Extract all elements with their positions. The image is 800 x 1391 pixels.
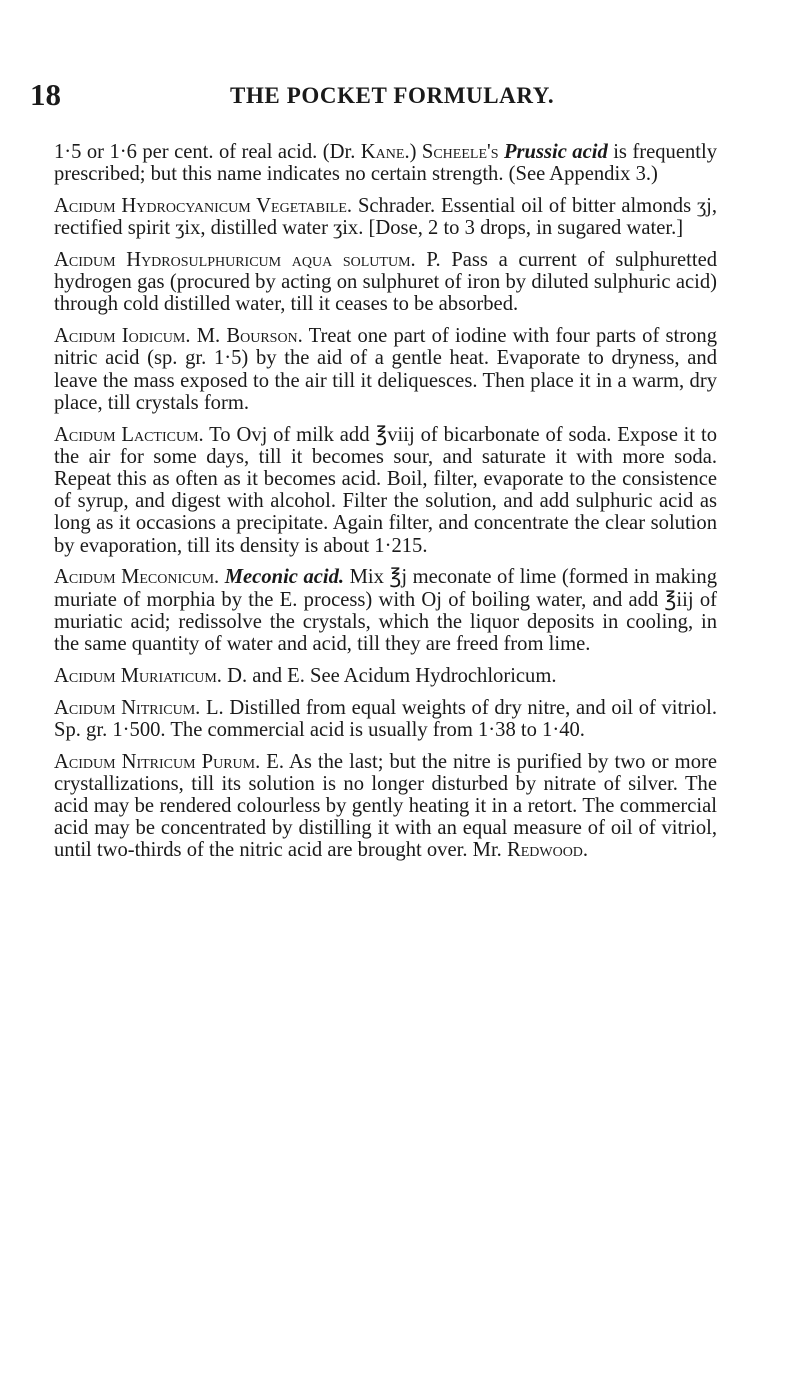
intro-text: 1·5 or 1·6 per cent. of real acid. (Dr. — [54, 141, 361, 163]
author-name: Scheele's — [421, 141, 499, 163]
entry-body: . — [582, 839, 589, 862]
entry-body: To Ovj of milk add ℥viij of bicarbonate of soda. Expose it to the air for some days, till it becomes sour, and saturate it with more soda. Repeat this as often as it becomes acid. Boil, filter, evaporate to the consistence of syrup, and digest with alcohol. Filter the solution, and add sulphuric acid as long as it occasions a precipitate. Again filter, and concentrate the clear solution by evaporation, till its density is about 1·215. — [54, 423, 717, 557]
entry-acidum-hydrocyanicum-vegetabile — [54, 195, 717, 239]
entry-acidum-meconicum — [54, 566, 717, 655]
entry-acidum-nitricum — [54, 697, 717, 741]
entry-acidum-nitricum-purum — [54, 751, 717, 862]
entry-body: M. — [190, 325, 227, 348]
entry-body: L. Distilled from equal weights of dry nitre, and oil of vitriol. Sp. gr. 1·500. The commercial acid is usually from 1·38 to 1·40. — [54, 696, 717, 741]
entry-heading: Acidum Hydrosulphuricum aqua solutum. — [54, 249, 416, 271]
entry-body: . Treat one part of iodine with four parts of strong nitric acid (sp. gr. 1·5) by the aid of a gentle heat. Evaporate to dryness, and leave the mass exposed to the air till it deliquesces. Then place it in a warm, dry place, till crystals form. — [54, 325, 717, 414]
intro-text: .) — [404, 141, 422, 163]
author-name: Kane — [360, 141, 405, 163]
entry-body: E. As the last; but the nitre is purified by two or more crystallizations, till its solution is no longer disturbed by nitrate of silver. The acid may be rendered colourless by gently heating it in a retort. The commercial acid may be concentrated by distilling it with an equal measure of oil of vitriol, until two-thirds of the nitric acid are brought over. Mr. — [54, 750, 717, 862]
author-name: Redwood — [506, 839, 583, 862]
entry-heading: Acidum Muriaticum. — [54, 664, 222, 687]
entry-heading: Acidum Hydrocyanicum Vegetabile. — [54, 195, 353, 217]
entry-heading: Acidum Iodicum. — [54, 325, 191, 348]
entry-heading: Acidum Meconicum. — [54, 566, 220, 589]
italic-term: Prussic acid — [503, 141, 608, 163]
entry-heading: Acidum Nitricum Purum. — [54, 750, 261, 773]
intro-paragraph — [54, 141, 717, 185]
entry-acidum-iodicum — [54, 325, 717, 414]
entry-acidum-muriaticum — [54, 665, 717, 687]
author-name: Bourson — [226, 325, 298, 348]
entry-body: Mix ℥j meconate of lime (formed in making muriate of morphia by the E. process) with Oj of boiling water, and add ℥iij of muriatic acid; redissolve the crystals, which the liquor deposits in cooling, in the same quantity of water and acid, till they are freed from lime. — [54, 566, 717, 656]
italic-term: Meconic acid. — [224, 566, 345, 589]
entry-heading: Acidum Nitricum. — [54, 696, 201, 719]
running-title: THE POCKET FORMULARY. — [230, 83, 555, 108]
entry-body: Schrader. Essential oil of bitter almonds ʒj, rectified spirit ʒix, distilled water ʒix. [Dose, 2 to 3 drops, in sugared water.] — [54, 195, 718, 240]
entry-heading: Acidum Lacticum. — [54, 423, 204, 446]
entry-acidum-lacticum — [54, 424, 717, 557]
entry-body: P. Pass a current of sulphuretted hydrogen gas (procured by acting on sulphuret of iron by diluted sulphuric acid) through cold distilled water, till it ceases to be absorbed. — [54, 249, 718, 316]
text-block — [54, 141, 717, 871]
entry-body: D. and E. See Acidum Hydrochloricum. — [221, 664, 557, 687]
running-head — [28, 78, 728, 112]
intro-text: is frequently prescribed; but this name indicates no certain strength. (See Appendix 3.) — [54, 141, 717, 186]
page-number: 18 — [30, 77, 61, 112]
entry-acidum-hydrosulphuricum — [54, 249, 717, 316]
